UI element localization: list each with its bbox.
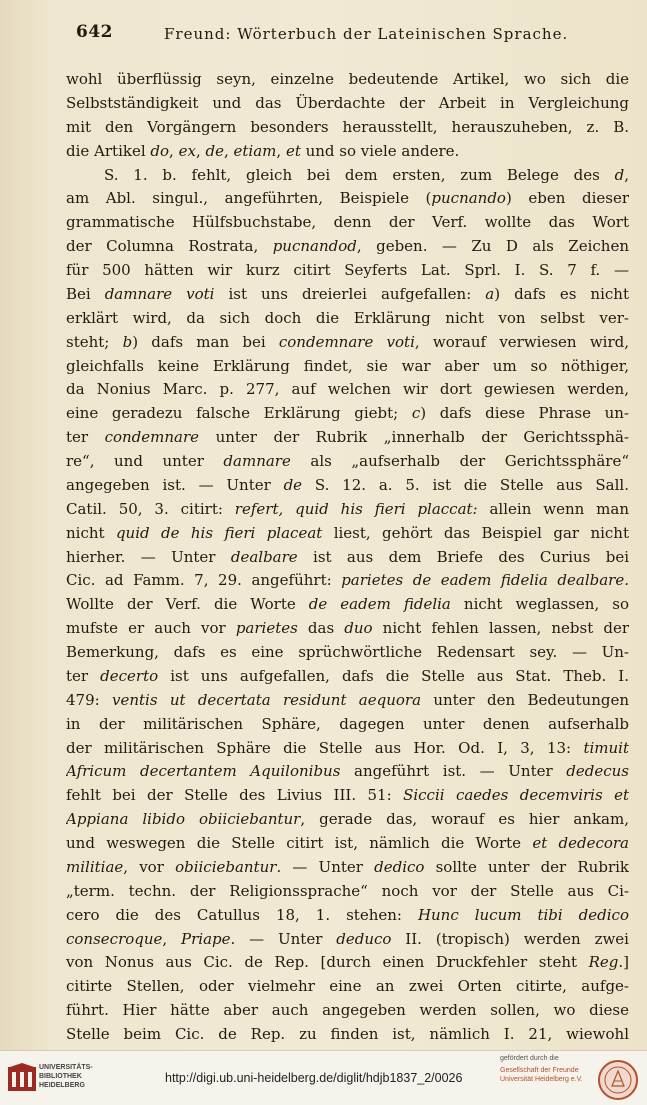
text-segment: der militärischen Sphäre die Stelle aus Hor. Od. I, 3, 13: — [66, 738, 584, 757]
text-segment: ist aus dem Briefe des Curius bei — [297, 547, 629, 566]
italic-segment: d — [614, 165, 625, 184]
sponsor-name — [500, 1066, 600, 1084]
library-name-line: BIBLIOTHEK — [39, 1073, 82, 1080]
italic-segment: damnare voti — [104, 284, 215, 303]
text-segment: und so viele andere. — [300, 141, 460, 160]
italic-segment: ventis ut decertata residunt aequora — [112, 690, 422, 709]
sponsor-label: gefördert durch die — [500, 1055, 559, 1062]
italic-segment: c — [411, 404, 421, 423]
italic-segment: condemnare voti — [278, 332, 415, 351]
library-logo-icon — [7, 1063, 37, 1093]
text-segment: citirte Stellen, oder vielmehr eine an zwei Orten citirte, aufge- — [66, 977, 629, 996]
text-segment: Catil. 50, 3. citirt: — [66, 499, 235, 518]
text-segment: ist uns aufgefallen, dafs die Stelle aus Stat. Theb. I. — [158, 666, 629, 685]
text-line — [66, 211, 629, 235]
text-segment: , worauf verwiesen wird, — [414, 332, 629, 351]
text-segment: . — Unter — [276, 857, 375, 876]
text-line — [66, 784, 629, 808]
text-line — [66, 331, 629, 355]
text-segment: unter den Bedeutungen — [421, 690, 629, 709]
text-line — [66, 92, 629, 116]
text-segment: unter der Rubrik „innerhalb der Gerichtssphä- — [199, 428, 629, 447]
italic-segment: decerto — [100, 666, 159, 685]
text-segment: wohl überflüssig seyn, einzelne bedeutende Artikel, wo sich die — [66, 70, 629, 88]
italic-segment: etiam — [233, 141, 277, 160]
text-line — [66, 355, 629, 379]
italic-segment: dedecus — [566, 762, 629, 781]
text-line — [66, 259, 629, 283]
text-segment: in der militärischen Sphäre, dagegen unter denen aufserhalb — [66, 714, 629, 733]
italic-segment: deduco — [336, 929, 392, 948]
italic-segment: duo — [344, 619, 373, 638]
italic-segment: condemnare — [104, 428, 200, 447]
italic-segment: Hunc lucum tibi dedico — [417, 905, 629, 924]
text-line — [66, 426, 629, 450]
text-segment: , — [624, 165, 629, 184]
text-segment: II. (tropisch) werden zwei — [391, 929, 629, 948]
text-segment: ) dafs man bei — [132, 332, 279, 351]
text-segment: allein wenn man — [477, 499, 629, 518]
text-line — [66, 760, 629, 784]
text-line — [66, 402, 629, 426]
italic-segment: et — [285, 141, 301, 160]
italic-segment: de — [283, 475, 303, 494]
text-segment: für 500 hätten wir kurz citirt Seyferts Lat. Sprl. I. S. 7 f. — — [66, 261, 629, 279]
text-segment: ) dafs es nicht — [494, 284, 629, 303]
text-segment: S. 12. a. 5. ist die Stelle aus Sall. — [302, 475, 629, 494]
italic-segment: Priape — [181, 929, 231, 948]
text-line — [66, 880, 629, 904]
text-line — [66, 474, 629, 498]
text-segment: . — Unter — [230, 929, 337, 948]
text-segment: ) dafs diese Phrase un- — [420, 404, 629, 423]
text-segment: erklärt wird, da sich doch die Erklärung nicht von selbst ver- — [66, 308, 629, 327]
text-segment: , — [223, 141, 234, 160]
page-number: 642 — [76, 22, 113, 42]
text-line — [66, 164, 629, 188]
italic-segment: pucnando — [431, 189, 506, 208]
text-segment: Selbstständigkeit und das Überdachte der Arbeit in Vergleichung — [66, 93, 629, 112]
text-line — [66, 617, 629, 641]
italic-segment: dedico — [374, 857, 425, 876]
italic-segment: pucnandod — [272, 237, 357, 256]
text-segment: da Nonius Marc. p. 277, auf welchen wir dort gewiesen werden, — [66, 380, 629, 399]
italic-segment: damnare — [223, 452, 291, 470]
text-line — [66, 593, 629, 617]
text-line — [66, 928, 629, 952]
text-segment: , — [162, 929, 182, 948]
text-line — [66, 808, 629, 832]
footer-bar — [0, 1050, 647, 1105]
text-segment: steht; — [66, 332, 123, 351]
text-line — [66, 832, 629, 856]
text-line — [66, 569, 629, 593]
italic-segment: do — [150, 141, 170, 160]
text-line — [66, 951, 629, 975]
text-line — [66, 737, 629, 761]
italic-segment: de eadem fidelia — [308, 595, 451, 614]
text-segment: ) eben dieser — [505, 189, 629, 208]
text-line — [66, 546, 629, 570]
text-line — [66, 450, 629, 474]
text-line — [66, 689, 629, 713]
text-segment: Wollte der Verf. die Worte — [66, 595, 309, 614]
text-segment: , vor — [123, 857, 176, 876]
text-line — [66, 187, 629, 211]
text-segment: mit den Vorgängern besonders herausstellt, herauszuheben, z. B. — [66, 117, 629, 136]
text-segment: , geben. — Zu D als Zeichen — [356, 237, 629, 256]
sponsor-seal-icon — [597, 1059, 639, 1101]
text-segment: der Columna Rostrata, — [66, 237, 273, 256]
text-segment: grammatische Hülfsbuchstabe, denn der Verf. wollte das Wort — [66, 213, 629, 232]
text-line — [66, 235, 629, 259]
text-segment: ist uns dreierlei aufgefallen: — [214, 284, 486, 303]
text-segment: gleichfalls keine Erklärung findet, sie war aber um so nöthiger, — [66, 356, 629, 375]
text-segment: angegeben ist. — Unter — [66, 475, 284, 494]
text-line — [66, 904, 629, 928]
body-text — [66, 68, 629, 1047]
running-title: Freund: Wörterbuch der Lateinischen Sprache. — [164, 25, 569, 43]
sponsor-name-line: Gesellschaft der Freunde — [500, 1067, 579, 1074]
text-line — [66, 522, 629, 546]
text-segment: das — [297, 619, 345, 638]
text-segment: re“, und unter — [66, 452, 224, 470]
text-segment: Cic. ad Famm. 7, 29. angeführt: — [66, 571, 342, 590]
text-line — [66, 307, 629, 331]
text-segment: 479: — [66, 690, 112, 709]
text-segment: S. 1. b. fehlt, gleich bei dem ersten, zum Belege des — [104, 165, 615, 184]
italic-segment: Appiana libido obiiciebantur — [66, 810, 301, 829]
text-segment: , — [169, 141, 179, 160]
text-segment: , gerade das, worauf es hier ankam, — [300, 810, 629, 829]
text-segment: von Nonus aus Cic. de Rep. [durch einen Druckfehler steht — [66, 953, 589, 972]
italic-segment: militiae — [66, 857, 124, 876]
text-line — [66, 498, 629, 522]
text-line — [66, 713, 629, 737]
permalink-url[interactable]: http://digi.ub.uni-heidelberg.de/diglit/hdjb1837_2/0026 — [165, 1071, 463, 1085]
sponsor-name-line: Universität Heidelberg e.V. — [500, 1076, 583, 1083]
text-line — [66, 975, 629, 999]
text-segment: cero die des Catullus 18, 1. stehen: — [66, 905, 418, 924]
text-segment: nicht fehlen lassen, nebst der — [372, 619, 629, 638]
italic-segment: ex — [178, 141, 196, 160]
text-line — [66, 856, 629, 880]
text-line — [66, 378, 629, 402]
text-segment: hierher. — Unter — [66, 547, 231, 566]
text-segment: „term. techn. der Religionssprache“ noch vor der Stelle aus Ci- — [66, 881, 629, 900]
text-segment: Bemerkung, dafs es eine sprüchwörtliche Redensart sey. — Un- — [66, 643, 629, 661]
italic-segment: quid de his fieri placeat — [115, 523, 323, 542]
text-line — [66, 140, 629, 164]
text-segment: nicht — [66, 523, 116, 542]
text-segment: die Artikel — [66, 141, 151, 160]
italic-segment: Africum decertantem Aquilonibus — [66, 762, 341, 781]
text-line — [66, 999, 629, 1023]
italic-segment: Siccii caedes decemviris et — [403, 786, 629, 805]
text-segment: .] — [618, 953, 629, 972]
text-segment: ter — [66, 666, 101, 685]
text-segment: , — [276, 141, 286, 160]
italic-segment: b — [122, 332, 133, 351]
italic-segment: a — [485, 284, 495, 303]
italic-segment: de — [205, 141, 224, 160]
italic-segment: timuit — [583, 738, 629, 757]
italic-segment: parietes de eadem fidelia dealbare. — [341, 571, 629, 590]
text-segment: , — [195, 141, 206, 160]
text-line — [66, 641, 629, 665]
text-segment: als „aufserhalb der Gerichtssphäre“ — [290, 452, 629, 470]
text-line — [66, 283, 629, 307]
text-segment: angeführt ist. — Unter — [340, 762, 567, 781]
text-segment: eine geradezu falsche Erklärung giebt; — [66, 404, 412, 423]
text-segment: und weswegen die Stelle citirt ist, nämlich die Worte — [66, 834, 533, 852]
italic-segment: obiiciebantur — [175, 857, 277, 876]
text-line — [66, 68, 629, 92]
text-segment: führt. Hier hätte aber auch angegeben werden sollen, wo diese — [66, 1001, 629, 1020]
italic-segment: refert, quid his fieri placcat: — [234, 499, 478, 518]
text-segment: Bei — [66, 284, 105, 303]
text-line — [66, 116, 629, 140]
text-segment: ter — [66, 428, 105, 447]
text-segment: mufste er auch vor — [66, 619, 236, 638]
page-header — [66, 22, 636, 54]
text-segment: am Abl. singul., angeführten, Beispiele ( — [66, 189, 432, 208]
text-line — [66, 1023, 629, 1047]
text-line — [66, 665, 629, 689]
library-name-line: UNIVERSITÄTS- — [39, 1064, 93, 1071]
italic-segment: et dedecora — [532, 834, 629, 852]
library-name — [39, 1063, 93, 1090]
text-segment: liest, gehört das Beispiel gar nicht — [322, 523, 629, 542]
text-segment: Stelle beim Cic. de Rep. zu finden ist, nämlich I. 21, wiewohl — [66, 1025, 629, 1043]
text-segment: fehlt bei der Stelle des Livius III. 51: — [66, 786, 404, 805]
text-segment: sollte unter der Rubrik — [424, 857, 629, 876]
italic-segment: Reg — [588, 953, 619, 972]
library-name-line: HEIDELBERG — [39, 1082, 85, 1089]
italic-segment: dealbare — [230, 547, 298, 566]
text-segment: nicht weglassen, so — [450, 595, 629, 614]
italic-segment: consecroque — [66, 929, 163, 948]
italic-segment: parietes — [235, 619, 298, 638]
